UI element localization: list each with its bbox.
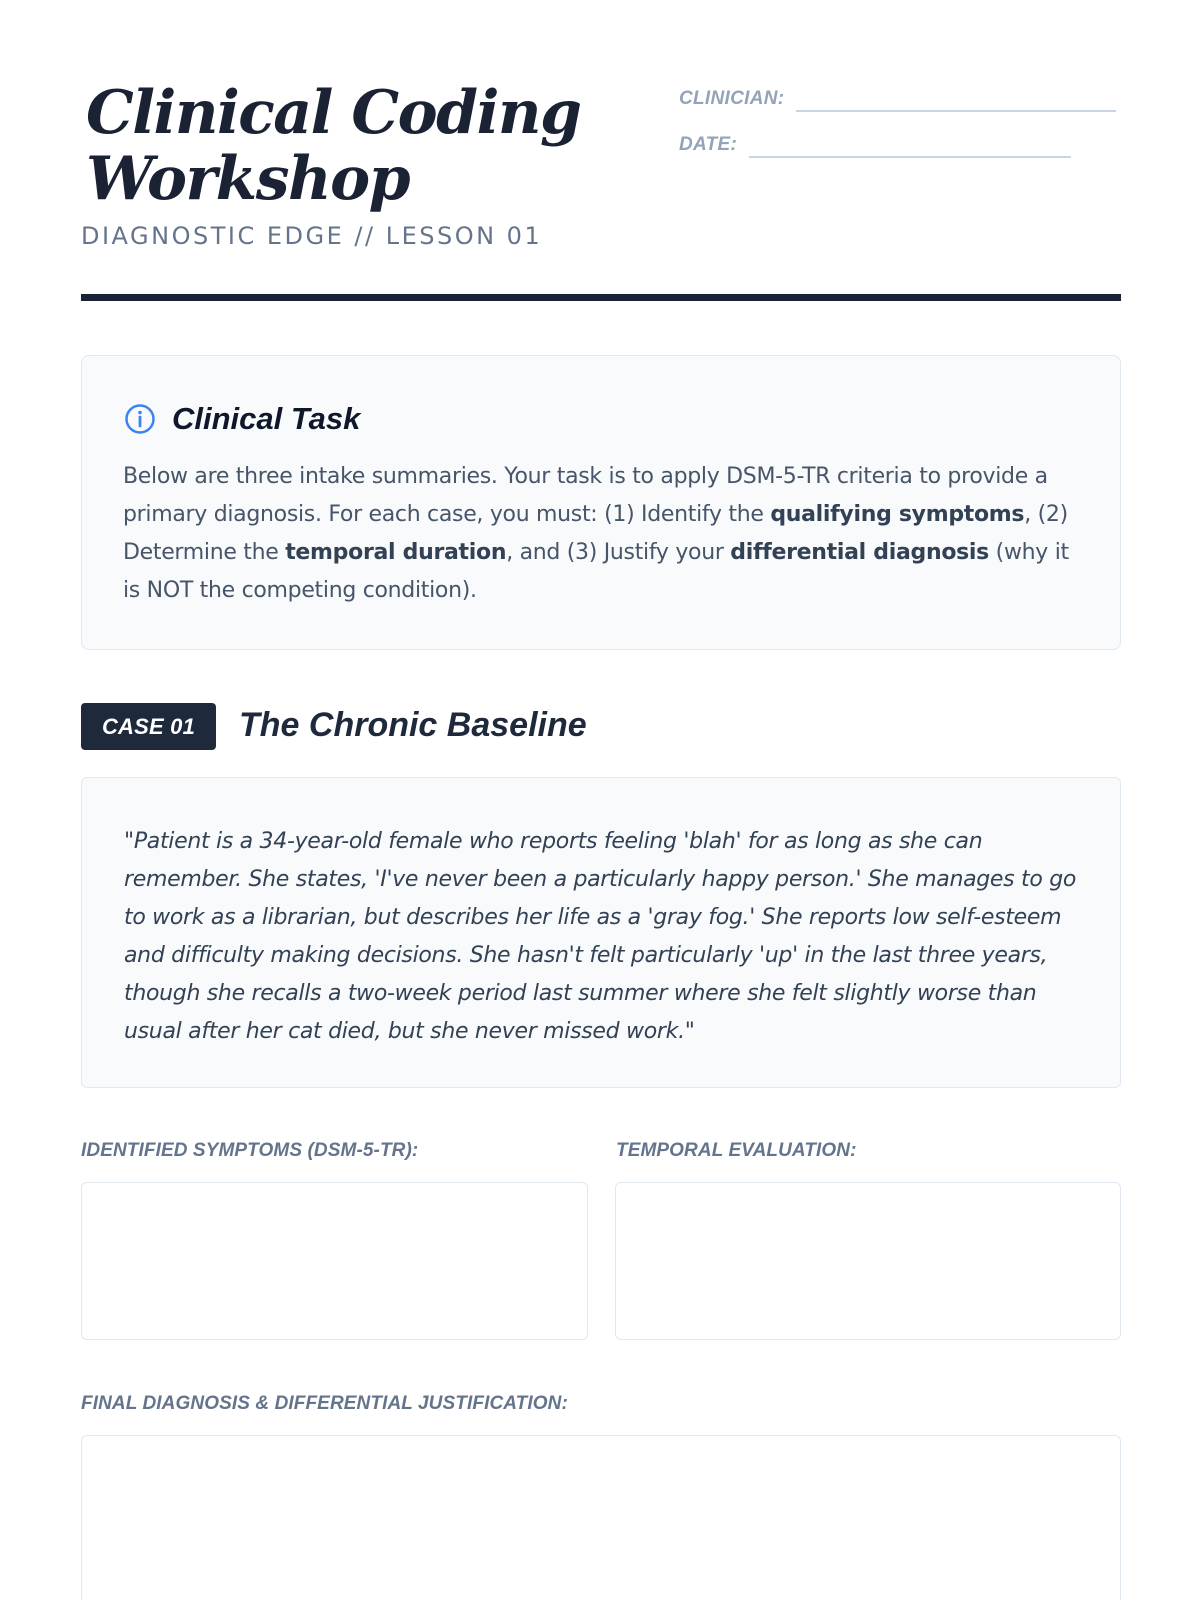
temporal-answer-box[interactable]: [615, 1182, 1121, 1340]
emphasis-qualifying-symptoms: qualifying symptoms: [770, 502, 1025, 527]
case-narrative-panel: [81, 777, 1121, 1088]
date-label: DATE:: [679, 134, 738, 155]
info-icon: [124, 403, 156, 435]
title-line-2: Workshop: [86, 144, 410, 214]
task-instructions: Below are three intake summaries. Your task is to apply DSM-5-TR criteria to provide a primary diagnosis. For each case, you must: (1) Identify the qualifying symptoms, (2) Determine the temporal duration, and (3) Justify your differential diagnosis (why it is NOT the competing condition).: [123, 464, 1069, 603]
page-subtitle: DIAGNOSTIC EDGE // LESSON 01: [81, 222, 543, 250]
date-field[interactable]: [679, 134, 1071, 156]
final-diagnosis-answer-box[interactable]: [81, 1435, 1121, 1600]
clinician-field[interactable]: [679, 88, 1116, 110]
case-narrative: "Patient is a 34-year-old female who reports feeling 'blah' for as long as she can remember. She states, 'I've never been a particularly happy person.' She manages to go to work as a librarian, but describes her life as a 'gray fog.' She reports low self-esteem and difficulty making decisions. She hasn't felt particularly 'up' in the last three years, though she recalls a two-week period last summer where she felt slightly worse than usual after her cat died, but she never missed work.": [124, 829, 1077, 1044]
clinician-label: CLINICIAN:: [679, 88, 785, 109]
clinician-line[interactable]: [796, 110, 1116, 112]
task-title: Clinical Task: [172, 401, 361, 436]
header-divider: [81, 294, 1121, 301]
emphasis-differential-diagnosis: differential diagnosis: [730, 540, 989, 565]
emphasis-temporal-duration: temporal duration: [285, 540, 507, 565]
symptoms-answer-box[interactable]: [81, 1182, 588, 1340]
task-heading: [124, 401, 360, 437]
final-diagnosis-label: FINAL DIAGNOSIS & DIFFERENTIAL JUSTIFICATION:: [81, 1393, 568, 1414]
symptoms-label: IDENTIFIED SYMPTOMS (DSM-5-TR):: [81, 1140, 419, 1161]
date-line[interactable]: [749, 156, 1071, 158]
case-badge: CASE 01: [81, 703, 216, 750]
case-title: The Chronic Baseline: [239, 706, 587, 744]
clinical-task-panel: [81, 355, 1121, 650]
worksheet-page: [81, 0, 1121, 1600]
temporal-label: TEMPORAL EVALUATION:: [616, 1140, 857, 1161]
page-title: [86, 80, 646, 212]
title-line-1: Clinical Coding: [86, 78, 581, 148]
